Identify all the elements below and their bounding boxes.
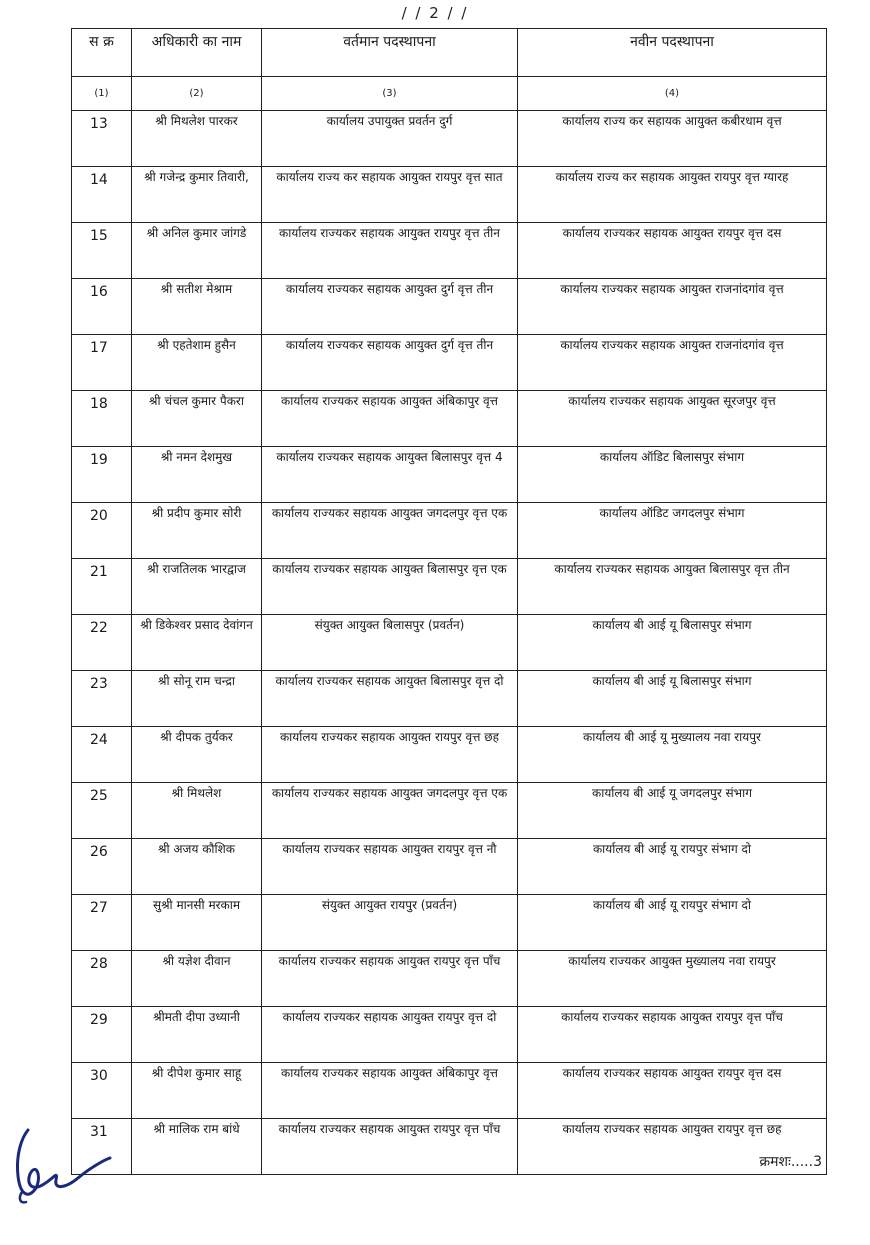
current-posting-cell: संयुक्त आयुक्त बिलासपुर (प्रवर्तन) [262, 615, 518, 671]
signature-icon [6, 1118, 116, 1208]
serial-number-cell: 18 [72, 391, 132, 447]
current-posting-cell: कार्यालय राज्यकर सहायक आयुक्त दुर्ग वृत्त तीन [262, 335, 518, 391]
table-row [72, 223, 827, 279]
officer-name-cell: श्री नमन देशमुख [132, 447, 262, 503]
new-posting-cell: कार्यालय बी आई यू बिलासपुर संभाग [518, 671, 827, 727]
current-posting-cell: कार्यालय राज्यकर सहायक आयुक्त बिलासपुर वृत्त दो [262, 671, 518, 727]
column-number-row [72, 77, 827, 111]
table-header-row [72, 29, 827, 77]
officer-name-cell: श्री डिकेश्वर प्रसाद देवांगन [132, 615, 262, 671]
column-number: (4) [518, 77, 827, 111]
officer-name-cell: श्री चंचल कुमार पैकरा [132, 391, 262, 447]
table-row [72, 727, 827, 783]
serial-number-cell: 31 [72, 1119, 132, 1175]
officer-name-cell: श्री सोनू राम चन्द्रा [132, 671, 262, 727]
table-row [72, 783, 827, 839]
table-row [72, 111, 827, 167]
current-posting-cell: कार्यालय राज्यकर सहायक आयुक्त अंबिकापुर वृत्त [262, 391, 518, 447]
serial-number-cell: 20 [72, 503, 132, 559]
serial-number-cell: 28 [72, 951, 132, 1007]
serial-number-cell: 27 [72, 895, 132, 951]
serial-number-cell: 17 [72, 335, 132, 391]
officer-name-cell: श्री राजतिलक भारद्वाज [132, 559, 262, 615]
serial-number-cell: 21 [72, 559, 132, 615]
serial-number-cell: 13 [72, 111, 132, 167]
current-posting-cell: कार्यालय राज्यकर सहायक आयुक्त अंबिकापुर वृत्त [262, 1063, 518, 1119]
column-number: (1) [72, 77, 132, 111]
serial-number-cell: 26 [72, 839, 132, 895]
serial-number-cell: 24 [72, 727, 132, 783]
officer-name-cell: श्री अनिल कुमार जांगडे [132, 223, 262, 279]
table-row [72, 1007, 827, 1063]
new-posting-cell: कार्यालय राज्य कर सहायक आयुक्त कबीरधाम वृत्त [518, 111, 827, 167]
table-row [72, 1063, 827, 1119]
officer-name-cell: श्री मिथलेश पारकर [132, 111, 262, 167]
new-posting-cell: कार्यालय बी आई यू रायपुर संभाग दो [518, 895, 827, 951]
serial-number-cell: 25 [72, 783, 132, 839]
table-row [72, 559, 827, 615]
officer-name-cell: श्री एहतेशाम हुसैन [132, 335, 262, 391]
current-posting-cell: कार्यालय राज्यकर सहायक आयुक्त रायपुर वृत्त पाँच [262, 1119, 518, 1175]
officer-name-cell: श्री अजय कौशिक [132, 839, 262, 895]
serial-number-cell: 15 [72, 223, 132, 279]
officer-name-cell: श्री दीपक तुर्यकर [132, 727, 262, 783]
officer-name-cell: श्री मिथलेश [132, 783, 262, 839]
column-number: (3) [262, 77, 518, 111]
new-posting-cell: कार्यालय राज्यकर सहायक आयुक्त रायपुर वृत्त दस [518, 223, 827, 279]
officer-name-cell: श्री गजेन्द्र कुमार तिवारी, [132, 167, 262, 223]
table-row [72, 391, 827, 447]
current-posting-cell: कार्यालय राज्यकर सहायक आयुक्त रायपुर वृत्त दो [262, 1007, 518, 1063]
serial-number-cell: 14 [72, 167, 132, 223]
current-posting-cell: कार्यालय राज्यकर सहायक आयुक्त बिलासपुर वृत्त एक [262, 559, 518, 615]
table-body [72, 111, 827, 1175]
table-row [72, 335, 827, 391]
header-officer-name: अधिकारी का नाम [132, 29, 262, 77]
current-posting-cell: कार्यालय राज्यकर सहायक आयुक्त रायपुर वृत्त नौ [262, 839, 518, 895]
new-posting-cell: कार्यालय ऑडिट बिलासपुर संभाग [518, 447, 827, 503]
transfer-table [71, 28, 827, 1175]
new-posting-cell: कार्यालय बी आई यू रायपुर संभाग दो [518, 839, 827, 895]
new-posting-cell: कार्यालय राज्यकर सहायक आयुक्त राजनांदगांव वृत्त [518, 335, 827, 391]
new-posting-cell: कार्यालय राज्यकर सहायक आयुक्त राजनांदगांव वृत्त [518, 279, 827, 335]
current-posting-cell: कार्यालय राज्यकर सहायक आयुक्त बिलासपुर वृत्त 4 [262, 447, 518, 503]
current-posting-cell: कार्यालय राज्यकर सहायक आयुक्त दुर्ग वृत्त तीन [262, 279, 518, 335]
current-posting-cell: कार्यालय राज्यकर सहायक आयुक्त जगदलपुर वृत्त एक [262, 503, 518, 559]
table-row [72, 1119, 827, 1175]
officer-name-cell: श्री यज्ञेश दीवान [132, 951, 262, 1007]
table-row [72, 279, 827, 335]
table-row [72, 895, 827, 951]
current-posting-cell: कार्यालय राज्य कर सहायक आयुक्त रायपुर वृत्त सात [262, 167, 518, 223]
serial-number-cell: 22 [72, 615, 132, 671]
current-posting-cell: कार्यालय राज्यकर सहायक आयुक्त जगदलपुर वृत्त एक [262, 783, 518, 839]
page-number: / / 2 / / [401, 4, 469, 22]
serial-number-cell: 29 [72, 1007, 132, 1063]
column-number: (2) [132, 77, 262, 111]
table-row [72, 447, 827, 503]
current-posting-cell: कार्यालय राज्यकर सहायक आयुक्त रायपुर वृत्त पाँच [262, 951, 518, 1007]
table-row [72, 167, 827, 223]
serial-number-cell: 23 [72, 671, 132, 727]
officer-name-cell: श्री प्रदीप कुमार सोरी [132, 503, 262, 559]
continuation-note: क्रमशः.....3 [759, 1154, 822, 1170]
new-posting-cell: कार्यालय राज्यकर सहायक आयुक्त रायपुर वृत्त दस [518, 1063, 827, 1119]
table-row [72, 503, 827, 559]
officer-name-cell: श्री सतीश मेश्राम [132, 279, 262, 335]
new-posting-cell: कार्यालय राज्य कर सहायक आयुक्त रायपुर वृत्त ग्यारह [518, 167, 827, 223]
officer-name-cell: श्री मालिक राम बांधे [132, 1119, 262, 1175]
header-serial: स क्र [72, 29, 132, 77]
current-posting-cell: कार्यालय राज्यकर सहायक आयुक्त रायपुर वृत्त छह [262, 727, 518, 783]
table-row [72, 839, 827, 895]
new-posting-cell: कार्यालय बी आई यू मुख्यालय नवा रायपुर [518, 727, 827, 783]
new-posting-cell: कार्यालय राज्यकर सहायक आयुक्त रायपुर वृत्त पाँच [518, 1007, 827, 1063]
serial-number-cell: 16 [72, 279, 132, 335]
serial-number-cell: 19 [72, 447, 132, 503]
table-row [72, 671, 827, 727]
table-row [72, 951, 827, 1007]
new-posting-cell: कार्यालय राज्यकर सहायक आयुक्त रायपुर वृत्त छह [518, 1119, 827, 1175]
header-new-posting: नवीन पदस्थापना [518, 29, 827, 77]
new-posting-cell: कार्यालय ऑडिट जगदलपुर संभाग [518, 503, 827, 559]
new-posting-cell: कार्यालय राज्यकर सहायक आयुक्त सूरजपुर वृत्त [518, 391, 827, 447]
table-row [72, 615, 827, 671]
officer-name-cell: सुश्री मानसी मरकाम [132, 895, 262, 951]
new-posting-cell: कार्यालय राज्यकर सहायक आयुक्त बिलासपुर वृत्त तीन [518, 559, 827, 615]
new-posting-cell: कार्यालय बी आई यू जगदलपुर संभाग [518, 783, 827, 839]
serial-number-cell: 30 [72, 1063, 132, 1119]
new-posting-cell: कार्यालय बी आई यू बिलासपुर संभाग [518, 615, 827, 671]
officer-name-cell: श्रीमती दीपा उध्यानी [132, 1007, 262, 1063]
officer-name-cell: श्री दीपेश कुमार साहू [132, 1063, 262, 1119]
current-posting-cell: कार्यालय राज्यकर सहायक आयुक्त रायपुर वृत्त तीन [262, 223, 518, 279]
current-posting-cell: संयुक्त आयुक्त रायपुर (प्रवर्तन) [262, 895, 518, 951]
current-posting-cell: कार्यालय उपायुक्त प्रवर्तन दुर्ग [262, 111, 518, 167]
new-posting-cell: कार्यालय राज्यकर आयुक्त मुख्यालय नवा रायपुर [518, 951, 827, 1007]
header-current-posting: वर्तमान पदस्थापना [262, 29, 518, 77]
